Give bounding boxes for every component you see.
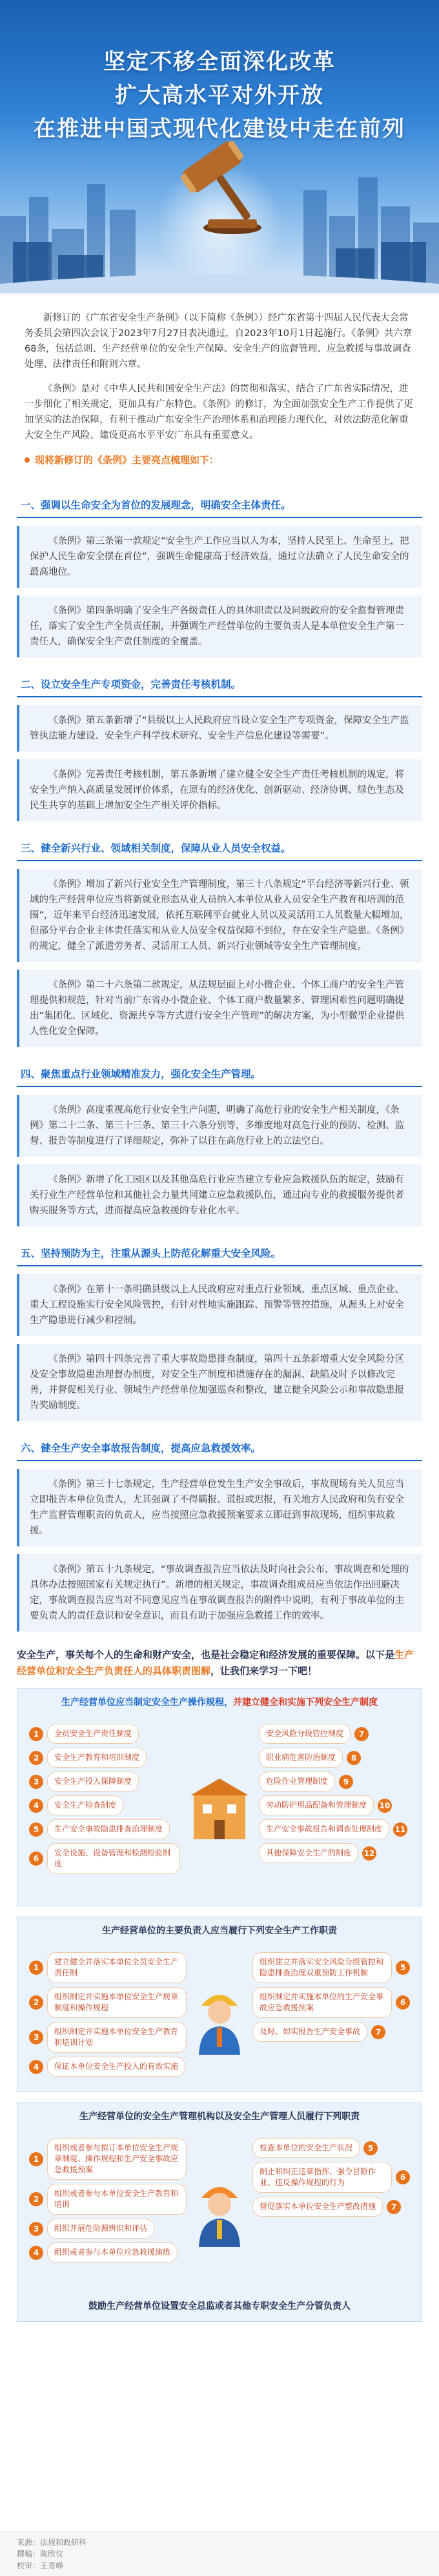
list-item: 组织制定并实施本单位的生产安全事故应急救援预案 6 bbox=[249, 1987, 410, 2018]
hero-title-line: 坚定不移全面深化改革 bbox=[103, 49, 336, 75]
section-card: 《条例》第四条明确了安全生产各级责任人的具体职责以及同级政府的安全监督管理责任，落实了安全生产全员责任制，并强调生产经营单位的主要负责人是本单位安全生产第一责任人，确保安全生产责任制度的全覆盖。 bbox=[17, 595, 422, 657]
hero-title-line: 在推进中国式现代化建设中走在前列 bbox=[34, 116, 405, 142]
list-item: 2 组织制定并实施本单位安全生产规章制度和操作规程 bbox=[29, 1987, 190, 2018]
list-item: 2 安全生产教育和培训制度 bbox=[29, 1748, 184, 1768]
section-card: 《条例》第三条第一款规定“安全生产工作应当以人为本，坚持人民至上、生命至上，把保护人民生命安全摆在首位”，强调生命健康高于经济效益，通过立法确立了人民生命安全的最高地位。 bbox=[17, 526, 422, 588]
section-title: 五、坚持预防为主，注重从源头上防范化解重大安全风险。 bbox=[17, 1241, 422, 1266]
section-6 bbox=[17, 1435, 422, 1632]
section-1 bbox=[17, 492, 422, 657]
manager-duties-items bbox=[17, 2129, 422, 2290]
list-item: 其他保障安全生产的制度 12 bbox=[255, 1843, 410, 1863]
system-items bbox=[17, 1715, 422, 1906]
list-item: 1 建立健全并落实本单位全员安全生产责任制 bbox=[29, 1952, 190, 1983]
summary-highlight: 生产经营单位和安全生产负责任人的具体职责图解 bbox=[17, 1649, 414, 1677]
list-item: 2 组织或者参与本单位安全生产教育和培训 bbox=[29, 2184, 190, 2215]
worker-icon bbox=[187, 2171, 252, 2248]
hero-banner bbox=[0, 0, 439, 294]
duties-panel bbox=[17, 1917, 422, 2092]
highlights-lead-text: 现将新修订的《条例》主要亮点梳理如下： bbox=[35, 454, 220, 466]
summary-post: ，让我们来学习一下吧！ bbox=[210, 1665, 318, 1677]
list-item: 1 全员安全生产责任制度 bbox=[29, 1724, 184, 1744]
worker-icon bbox=[187, 1979, 252, 2056]
footer bbox=[0, 2531, 439, 2576]
footer-source: 来源：法规和政研科 bbox=[17, 2538, 87, 2547]
list-item: 劳动防护用品配备和管理制度 10 bbox=[255, 1795, 410, 1815]
list-item: 3 组织开展危险源辨识和评估 bbox=[29, 2219, 190, 2239]
section-card: 《条例》增加了新兴行业安全生产管理制度，第三十八条规定“平台经济等新兴行业、领域的生产经营单位应当将新就业形态从业人员纳入本单位从业人员安全生产教育和培训的范围”，近年来平台经济迅速发展，依托互联网平台就业人员以及灵活用工人员数量大幅增加，但部分平台企业主体责任落实和从业人员安全权益保障不到位，存在安全生产隐患。《条例》的规定，健全了派遣劳务者、灵活用工人员、新兴行业领域等安全生产管理制度。 bbox=[17, 869, 422, 962]
list-item: 3 组织制定并实施本单位安全生产教育和培训计划 bbox=[29, 2022, 190, 2053]
list-item: 3 安全生产投入保障制度 bbox=[29, 1772, 184, 1792]
intro-section bbox=[0, 294, 439, 478]
summary-pre: 安全生产，事关每个人的生命和财产安全，也是社会稳定和经济发展的重要保障。以下是 bbox=[17, 1649, 395, 1661]
list-item: 职业病危害防治制度 8 bbox=[255, 1748, 410, 1768]
list-item: 检查本单位的安全生产状况 5 bbox=[249, 2138, 410, 2158]
section-5 bbox=[17, 1241, 422, 1421]
section-card: 《条例》第二十六条第二款规定，从法规层面上对小微企业、个体工商户的安全生产管理提供和规范，针对当前广东省办小微企业、个体工商户数量繁多、管理困难性问题明确提出“集团化、区域化、资源共享等方式进行安全生产管理”的解决方案，为小型微型企业提供人性化安全保障。 bbox=[17, 970, 422, 1047]
highlights-lead bbox=[25, 452, 414, 468]
section-title: 二、设立安全生产专项资金，完善责任考核机制。 bbox=[17, 672, 422, 697]
footer-reviewer: 校审：王青峰 bbox=[17, 2561, 64, 2570]
list-item: 4 组织或者参与本单位应急救援演练 bbox=[29, 2242, 190, 2262]
list-item: 制止和纠正违章指挥、强令冒险作业、违反操作规程的行为 6 bbox=[249, 2162, 410, 2193]
section-4 bbox=[17, 1061, 422, 1226]
section-2 bbox=[17, 672, 422, 821]
intro-paragraph: 《条例》是对《中华人民共和国安全生产法》的贯彻和落实，结合了广东省实际情况，进一步细化了相关规定，更加具有广东特色。《条例》的修订，为全面加强安全生产工作提供了更加坚实的法治保障，有利于推动广东安全生产治理体系和治理能力现代化，对依法防范化解重大安全生产风险、建设更高水平平安广东具有重要意义。 bbox=[25, 384, 413, 441]
section-title: 四、聚焦重点行业领域精准发力，强化安全生产管理。 bbox=[17, 1061, 422, 1087]
summary-text bbox=[17, 1647, 422, 1679]
hero-title-line: 扩大高水平对外开放 bbox=[115, 83, 324, 108]
system-panel bbox=[17, 1688, 422, 1906]
highlights-list bbox=[0, 492, 439, 1632]
list-item: 危险作业管理制度 9 bbox=[255, 1772, 410, 1792]
section-card: 《条例》第三十七条规定，生产经营单位发生生产安全事故后，事故现场有关人员应当立即报告本单位负责人，尤其强调了不得瞒报、谎报或迟报，有关地方人民政府和负有安全生产监督管理职责的负责人，应当按照应急救援预案要求立即赶到事故现场，组织事故救援。 bbox=[17, 1469, 422, 1546]
section-title: 六、健全生产安全事故报告制度，提高应急救援效率。 bbox=[17, 1435, 422, 1461]
manager-duties-panel bbox=[17, 2102, 422, 2322]
section-card: 《条例》第五条新增了“县级以上人民政府应当设立安全生产专项资金，保障安全生产监管执法能力建设、安全生产科学技术研究、安全生产信息化建设等需要”。 bbox=[17, 705, 422, 752]
list-item: 6 安全设施、设备管理和检测检验制度 bbox=[29, 1843, 184, 1874]
section-card: 《条例》新增了化工园区以及其他高危行业应当建立专业应急救援队伍的规定，鼓励有关行业生产经营单位和其他社会力量共同建立应急救援队伍，通过向专业的救援服务提供者购买服务等方式，进而提高应急救援的专业化水平。 bbox=[17, 1164, 422, 1226]
panel-title-blue: 生产经营单位应当制定安全生产操作规程， bbox=[61, 1697, 233, 1708]
intro-paragraph: 新修订的《广东省安全生产条例》（以下简称《条例》）经广东省第十四届人民代表大会常务委员会第四次会议于2023年7月27日表决通过，自2023年10月1日起施行。《条例》共六章68条，包括总则、生产经营单位的安全生产保障、安全生产的监督管理、应急救援与事故调查处理、法律责任和附则六章。 bbox=[25, 313, 413, 370]
list-item: 督促落实本单位安全生产整改措施 7 bbox=[249, 2197, 410, 2217]
list-item: 组织建立并落实安全风险分级管控和隐患排查治理双重预防工作机制 5 bbox=[249, 1952, 410, 1983]
panel-title: 生产经营单位的主要负责人应当履行下列安全生产工作职责 bbox=[102, 1926, 337, 1936]
list-item: 1 组织或者参与拟订本单位安全生产规章制度、操作规程和生产安全事故应急救援预案 bbox=[29, 2138, 190, 2180]
section-title: 一、强调以生命安全为首位的发展理念，明确安全主体责任。 bbox=[17, 492, 422, 518]
list-item: 4 保证本单位安全生产投入的有效实施 bbox=[29, 2057, 190, 2077]
list-item: 安全风险分级管控制度 7 bbox=[255, 1724, 410, 1744]
gavel-icon bbox=[161, 126, 278, 242]
panel-caption: 鼓励生产经营单位设置安全总监或者其他专职安全生产分管负责人 bbox=[88, 2301, 351, 2311]
section-card: 《条例》在第十一条明确县级以上人民政府应对重点行业领域、重点区域、重点企业、重大工程设施实行安全风险管控，有针对性地实施跟踪、预警等管控措施，从源头上对安全生产隐患进行减少和控制。 bbox=[17, 1274, 422, 1336]
panel-title-red: 并建立健全和实施下列安全生产制度 bbox=[233, 1697, 378, 1708]
duties-items bbox=[17, 1943, 422, 2092]
list-item: 生产安全事故报告和调查处理制度 11 bbox=[255, 1819, 410, 1839]
bullet-dot-icon bbox=[25, 457, 30, 463]
section-3 bbox=[17, 835, 422, 1047]
section-card: 《条例》第四十四条完善了重大事故隐患排查制度，第四十五条新增重大安全风险分区及安全事故隐患治理督办制度，对安全生产制度和措施存在的漏洞、缺陷及时予以修改完善，并督促相关行业、领域生产经营单位加强巡查和整改，建立健全风险公示和事故隐患报告奖励制度。 bbox=[17, 1344, 422, 1421]
section-card: 《条例》完善责任考核机制，第五条新增了建立健全安全生产责任考核机制的规定，将安全生产纳入高质量发展评价体系，在原有的经济优化、创新驱动、经济协调、绿色生态及民生共享的基础上增加安全生产相关评价指标。 bbox=[17, 759, 422, 821]
section-card: 《条例》高度重视高危行业安全生产问题，明确了高危行业的安全生产相关制度，《条例》第二十二条、第三十三条、第三十六条分别等，多维度地对高危行业的预防、检测、监督、报告等制度进行了详细规定，弥补了以往在高危行业上的立法空白。 bbox=[17, 1095, 422, 1157]
building-icon bbox=[181, 1775, 258, 1846]
footer-editor: 撰稿：陈欣仪 bbox=[17, 2550, 64, 2559]
panel-title: 生产经营单位的安全生产管理机构以及安全生产管理人员履行下列职责 bbox=[79, 2112, 360, 2122]
section-card: 《条例》第五十九条规定，“事故调查报告应当依法及时向社会公布，事故调查和处理的具体办法按照国家有关规定执行”。新增的相关规定，事故调查组成员应当依法作出回避决定，事故调查报告应当对不同意见应当在事故调查报告的附件中说明，有利于事故单位的主要负责人的责任意识和安全意识，而且有助于加强应急救援工作的效率。 bbox=[17, 1554, 422, 1632]
list-item: 4 安全生产检查制度 bbox=[29, 1795, 184, 1815]
section-title: 三、健全新兴行业、领域相关制度，保障从业人员安全权益。 bbox=[17, 835, 422, 861]
list-item: 5 生产安全事故隐患排查治理制度 bbox=[29, 1819, 184, 1839]
panel-title bbox=[17, 1689, 422, 1715]
list-item: 及时、如实报告生产安全事故 7 bbox=[249, 2022, 410, 2042]
